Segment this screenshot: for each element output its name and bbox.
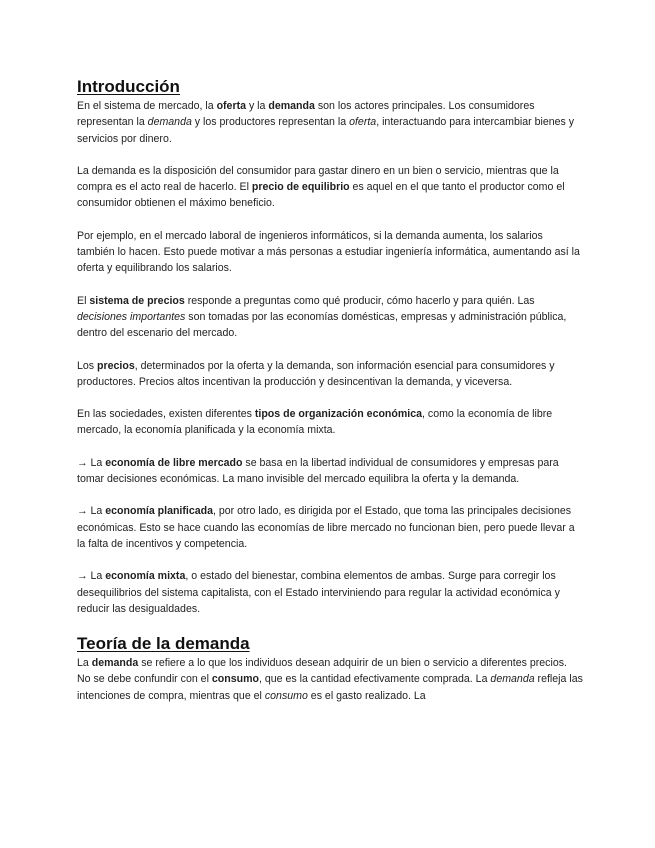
text-run: refleja las intenciones de compra, mientras que el <box>77 673 583 702</box>
text-run: En las sociedades, existen diferentes <box>77 408 255 421</box>
text-run: , como la economía de libre mercado, la economía planificada y la economía mixta. <box>77 408 553 437</box>
paragraph <box>77 568 583 617</box>
text-run: El <box>77 294 90 307</box>
paragraph <box>77 358 583 391</box>
text-run: Los <box>77 359 98 372</box>
text-run: Por ejemplo, en el mercado laboral de ingenieros informáticos, si la demanda aumenta, los salarios también lo hacen. Esto puede motivar a más personas a estudiar ingeniería informática, aumentando así la oferta y equilibrando los salarios. <box>77 229 580 275</box>
text-run: , determinados por la oferta y la demanda, son información esencial para consumidores y productores. Precios altos incentivan la producción y desincentivan la demanda, y viceversa. <box>77 359 555 388</box>
section-heading-teoria-demanda: Teoría de la demanda <box>77 634 250 654</box>
paragraph <box>77 455 583 488</box>
text-run: son los actores principales. Los consumidores representan la <box>77 100 535 129</box>
bold-term: consumo <box>211 673 259 686</box>
text-run: responde a preguntas como qué producir, cómo hacerlo y para quién. Las <box>184 294 535 307</box>
text-run: En el sistema de mercado, la <box>77 100 217 112</box>
bold-term: precios <box>97 359 135 372</box>
text-run: , interactuando para intercambiar bienes y servicios por dinero. <box>77 116 575 145</box>
text-run: , que es la cantidad efectivamente comprada. La <box>258 673 491 686</box>
text-run: → La <box>77 456 106 469</box>
text-run: La <box>77 657 92 670</box>
paragraph <box>77 655 583 704</box>
text-run: se refiere a lo que los individuos desean adquirir de un bien o servicio a diferentes precios. No se debe confundir con el <box>77 657 567 686</box>
bold-term: economía planificada <box>105 505 213 518</box>
paragraph <box>77 163 583 212</box>
text-run: es el gasto realizado. La <box>307 689 426 702</box>
document-body <box>77 76 583 704</box>
bold-term: demanda <box>91 657 139 670</box>
text-run: , o estado del bienestar, combina elementos de ambas. Surge para corregir los desequilibrios del sistema capitalista, con el Estado interviniendo para regular la actividad económica y reducir las desigualdades. <box>77 570 560 615</box>
section-introduccion <box>77 98 583 617</box>
section-heading-introduccion: Introducción <box>77 77 180 96</box>
bold-term: economía de libre mercado <box>105 456 243 469</box>
bold-term: demanda <box>268 100 315 112</box>
italic-term: consumo <box>264 689 308 702</box>
italic-term: demanda <box>490 673 535 686</box>
bold-term: sistema de precios <box>89 294 185 307</box>
paragraph <box>77 503 583 552</box>
text-run: y los productores representan la <box>191 116 350 129</box>
paragraph <box>77 228 583 277</box>
text-run: → La <box>77 505 106 518</box>
bold-term: tipos de organización económica <box>254 408 423 421</box>
text-run: → La <box>77 570 106 583</box>
italic-term: demanda <box>147 116 192 129</box>
bold-term: economía mixta <box>105 570 186 583</box>
italic-term: oferta <box>349 116 377 129</box>
bold-term: precio de equilibrio <box>251 181 350 194</box>
text-run: y la <box>246 100 269 112</box>
paragraph <box>77 293 583 342</box>
paragraph <box>77 98 583 147</box>
text-run: se basa en la libertad individual de consumidores y empresas para tomar decisiones económicas. La mano invisible del mercado equilibra la oferta y la demanda. <box>77 456 559 486</box>
bold-term: oferta <box>216 100 246 112</box>
text-run: son tomadas por las economías domésticas, empresas y administración pública, dentro del escenario del mercado. <box>77 310 567 340</box>
section-teoria-demanda <box>77 655 583 704</box>
italic-term: decisiones importantes <box>77 310 186 323</box>
text-run: , por otro lado, es dirigida por el Estado, que toma las principales decisiones económicas. Esto se hace cuando las economías de libre mercado no funcionan bien, pero puede llevar a la falta de incentivos y competencia. <box>77 505 575 550</box>
paragraph <box>77 406 583 439</box>
text-run: La demanda es la disposición del consumidor para gastar dinero en un bien o servicio, mientras que la compra es el acto real de hacerlo. El <box>77 164 559 194</box>
text-run: es aquel en el que tanto el productor como el consumidor obtienen el máximo beneficio. <box>77 181 565 210</box>
